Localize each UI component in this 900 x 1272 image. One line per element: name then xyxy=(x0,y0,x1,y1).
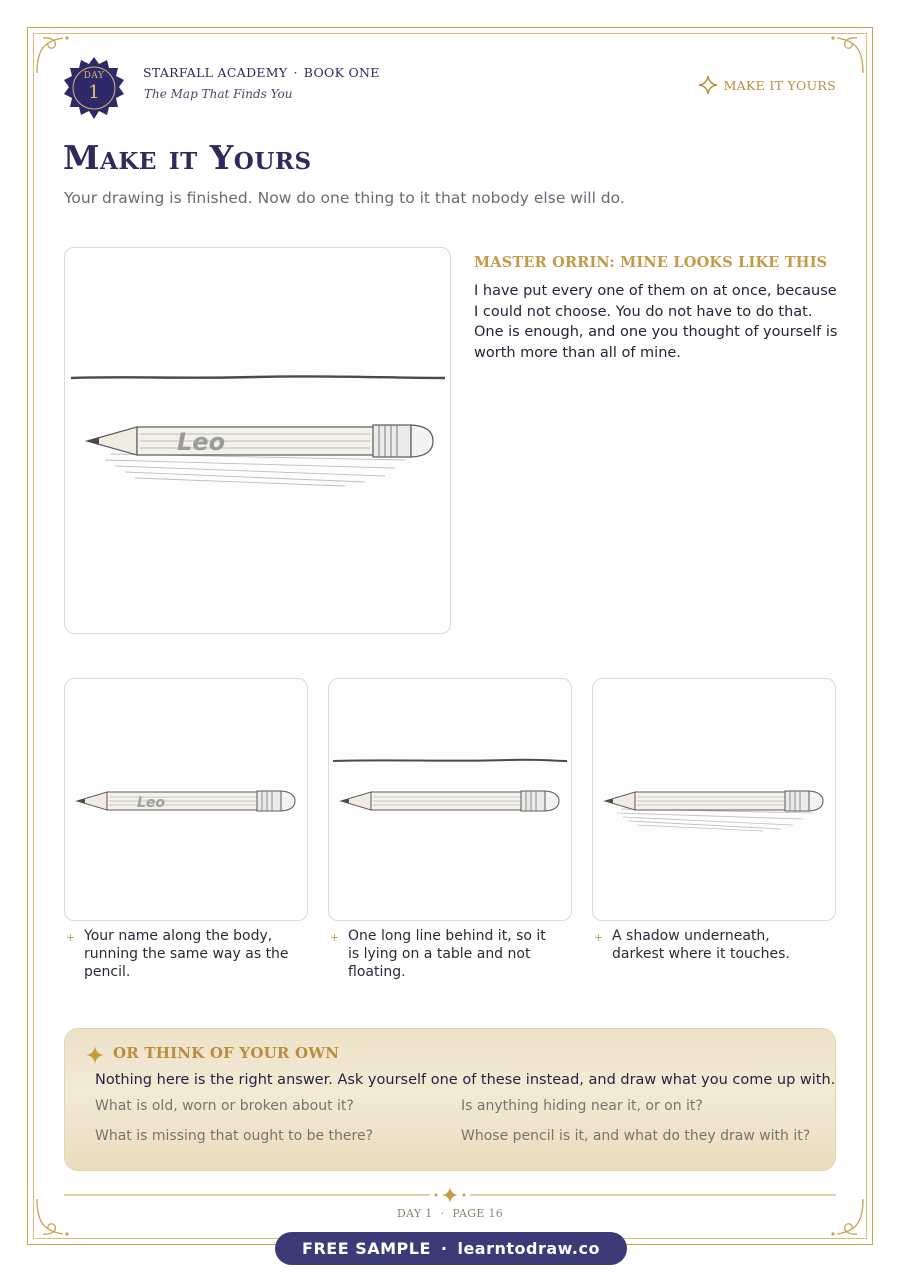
series-line xyxy=(143,65,380,80)
think-heading: OR THINK OF YOUR OWN xyxy=(113,1044,340,1062)
footer-divider xyxy=(64,1184,836,1206)
option-tile-shadow xyxy=(592,678,836,921)
footer-page-info xyxy=(0,1207,900,1220)
option-caption-text: A shadow underneath, darkest where it touches. xyxy=(612,928,790,962)
master-orrin-body: I have put every one of them on at once, because I could not choose. You do not have to do that. One is enough, and one you thought of yourself is worth more than all of mine. xyxy=(474,283,838,361)
prompt-question: What is old, worn or broken about it? xyxy=(95,1098,354,1114)
master-orrin-heading: MASTER ORRIN: MINE LOOKS LIKE THIS xyxy=(474,254,828,271)
plus-sparkle-icon: + xyxy=(594,931,604,944)
option-caption xyxy=(328,927,558,981)
pencil-with-name-icon xyxy=(65,679,309,922)
option-tile-table-line xyxy=(328,678,572,921)
option-caption-text: One long line behind it, so it is lying on a table and not floating. xyxy=(348,928,546,980)
example-drawing-panel xyxy=(64,247,451,634)
plus-sparkle-icon: + xyxy=(66,931,76,944)
think-intro: Nothing here is the right answer. Ask yourself one of these instead, and draw what you come up with. xyxy=(95,1072,836,1088)
sample-site-link[interactable]: learntodraw.co xyxy=(457,1239,600,1258)
option-tile-name xyxy=(64,678,308,921)
day-label: DAY xyxy=(83,71,105,81)
page-lede: Your drawing is finished. Now do one thing to it that nobody else will do. xyxy=(64,189,625,207)
day-badge xyxy=(62,56,126,120)
footer-sparkle-icon xyxy=(442,1187,458,1203)
section-tag xyxy=(698,75,836,95)
sample-label: FREE SAMPLE xyxy=(302,1239,431,1258)
sparkle-icon xyxy=(85,1045,105,1065)
option-caption xyxy=(64,927,294,981)
pencil-name-text: Leo xyxy=(177,428,226,456)
book-number: BOOK ONE xyxy=(303,65,380,80)
prompt-question: Is anything hiding near it, or on it? xyxy=(461,1098,703,1114)
sample-separator: · xyxy=(440,1239,448,1258)
prompt-question: What is missing that ought to be there? xyxy=(95,1128,374,1144)
day-number: 1 xyxy=(88,82,100,103)
pencil-drawing-illustration xyxy=(65,248,452,635)
footer-day: DAY 1 xyxy=(396,1207,433,1220)
free-sample-banner xyxy=(275,1232,627,1265)
page-title: Make it Yours xyxy=(63,138,312,177)
book-title: The Map That Finds You xyxy=(144,87,293,101)
pencil-with-table-line-icon xyxy=(329,679,573,922)
footer-page-number: PAGE 16 xyxy=(452,1207,504,1220)
pencil-with-shadow-icon xyxy=(593,679,837,922)
option-caption-text: Your name along the body, running the same way as the pencil. xyxy=(84,928,289,980)
corner-flourish-icon xyxy=(823,33,867,77)
section-tag-label: MAKE IT YOURS xyxy=(723,77,836,93)
option-caption xyxy=(592,927,822,963)
series-name: STARFALL ACADEMY xyxy=(143,65,288,80)
pencil-name-text: Leo xyxy=(137,795,166,811)
footer-separator: · xyxy=(440,1207,445,1220)
plus-sparkle-icon: + xyxy=(330,931,340,944)
prompt-question: Whose pencil is it, and what do they draw with it? xyxy=(461,1128,811,1144)
series-separator: · xyxy=(293,65,298,80)
sparkle-outline-icon xyxy=(698,75,718,95)
think-of-your-own-box xyxy=(64,1028,836,1171)
